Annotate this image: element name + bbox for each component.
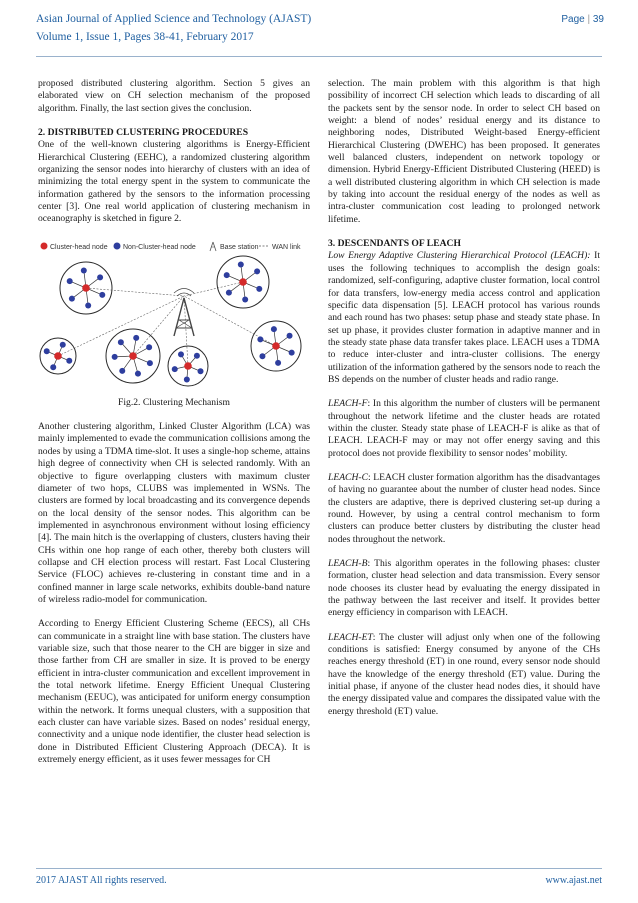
member-node [118,339,124,345]
member-node [99,292,105,298]
cluster-head-node [184,362,192,370]
paragraph: selection. The main problem with this algorithm is that high possibility of incorrect CH selection which leads to discarding of all the packets sent by the sensor node. In order to select CH based on weight: a blend of nodes’ residual energy and its distance to neighboring nodes, Distributed Weight-based Energy-efficient Hierarchical Clustering (DWEHC) has been proposed. It generates well balanced clusters, independent on network topology or dimension. Hybrid Energy-Efficient Distributed Clustering (HEED) is a well distributed clustering algorithm in which CH selection is made by taking into account the residual energy of the nodes as well as intra-cluster communication cost leading to prolonged network lifetime. [328,78,600,225]
member-node [254,268,260,274]
legend-wan-link-label: WAN link [272,243,301,251]
page-number-box [561,14,604,25]
legend-base-station-label: Base station [220,243,259,251]
member-node [81,267,87,273]
cluster-group [40,256,301,386]
cluster-head-node [82,284,90,292]
leach-text: It uses the following techniques to accomplish the design goals: randomized, self-configuring, adaptive cluster formation, local control for data transfers, low-energy media access control and application specific data dispensation [5]. LEACH protocol has various rounds and each round has two phases: setup phase and steady state phase. In set up phase, it provides cluster formation in adaptive manner and in the steady state phase data transfer takes place. LEACH uses a TDMA to reduce inter-cluster and intra-cluster collisions. The energy utilization of the information gathered by the sensors node to reach the BS depends on the number of cluster heads and radio range. [328,250,600,385]
member-node [97,274,103,280]
footer-rule [36,868,602,869]
leach-f-text: : In this algorithm the number of clusters will be permanent throughout the network lifetime and the cluster heads are rotated within the cluster. Steady state phase of LEACH-F is alike as that of LEACH. LEACH-F may or may not offer energy saving and this protocol does not provide flexibility to sensor nodes’ mobility. [328,398,600,459]
legend-cluster-head-icon [41,242,48,249]
member-node [238,261,244,267]
member-node [275,360,281,366]
base-station-tower [174,288,194,336]
page-header [36,10,602,46]
leach-et-paragraph [328,632,600,718]
member-node [44,348,50,354]
header-rule [36,56,602,57]
journal-title: Asian Journal of Applied Science and Technology (AJAST) [36,13,312,25]
page-footer [36,875,602,886]
member-node [289,349,295,355]
paragraph: According to Energy Efficient Clustering Scheme (EECS), all CHs can communicate in a straight line with base station. The clusters have variable size, such that those nearer to the CH are bigger in size and those farther from CH are smaller in size. It is proved to be energy efficient in intra-cluster communication and excellent improvement in the total network lifetime. Energy Efficient Unequal Clustering mechanism (EEUC), was anticipated for uniform energy consumption within the network. It forms unequal clusters, with a supposition that each cluster can have variable sizes. Based on nodes’ residual energy, connectivity and a unique node identifier, the cluster head selection is done in Distributed Efficient Clustering Approach (DECA). It is extremely energy efficient, as it uses fewer messages for CH [38,618,310,766]
leach-f-paragraph [328,398,600,460]
member-node [287,333,293,339]
member-node [66,358,72,364]
leach-et-term: LEACH-ET [328,631,373,643]
leach-b-paragraph [328,558,600,620]
paragraph: One of the well-known clustering algorithms is Energy-Efficient Hierarchical Clustering (EEHC), a randomized clustering algorithm organizing the sensor nodes into hierarchy of clusters with an idea of minimizing the total energy spent in the system to communicate the information gathered by the sensors to the information processing center [3]. One real world application of clustering mechanism in oceanography is sketched in figure 2. [38,139,310,225]
leach-b-text: : This algorithm operates in the following phases: cluster formation, cluster head selection and data transmission. Every sensor node chooses its cluster head by evaluating the energy dissipated in the pathway between the last receiver and itself. It provides better energy efficiency in comparison with LEACH. [328,558,600,619]
legend-member-node-label: Non-Cluster-head node [123,243,196,251]
member-node [50,364,56,370]
right-column [328,78,600,730]
leach-c-text: : LEACH cluster formation algorithm has the disadvantages of having no guarantee about the number of cluster head nodes. Since the clusters are adaptive, there is deprived clustering set-up during a round. However, by using a central control mechanism to form clusters can produce better clusters by distributing the cluster head nodes throughout the network. [328,471,600,545]
member-node [146,344,152,350]
member-node [69,295,75,301]
member-node [184,376,190,382]
member-node [119,368,125,374]
copyright-text: 2017 AJAST All rights reserved. [36,875,167,886]
clustering-diagram [38,238,310,393]
paragraph: proposed distributed clustering algorithm. Section 5 gives an elaborated view on CH selection mechanism of the proposed algorithm. Finally, the last section gives the conclusion. [38,78,310,114]
legend-member-node-icon [114,242,121,249]
leach-f-term: LEACH-F [328,398,368,410]
paragraph: Another clustering algorithm, Linked Cluster Algorithm (LCA) was mainly implemented to evade the communication collisions among the nodes by using a TDMA time-slot. It uses a single-hop scheme, attains high degree of connectivity when CH is selected randomly. With an objective to figure overlapping clusters with maximum cluster diameter of two hops, CLUBS was implemented in WSNs. The clusters are formed by local broadcasting and its convergence depends on the local density of the sensor nodes. This algorithm can be implemented in asynchronous environment without losing efficiency [4]. The main hitch is the overlapping of clusters, clusters having their CHs within one hop range of each other, thereby both clusters will collapse and CH election process will restart. Fast Local Clustering Service (FLOC) achieves re-clustering in constant time and in a confined manner in large scale networks, exhibits double-band nature of wireless radio-model for communication. [38,421,310,605]
member-node [259,353,265,359]
member-node [135,370,141,376]
member-node [172,366,178,372]
member-node [224,272,230,278]
section-heading: 3. DESCENDANTS OF LEACH [328,238,461,250]
member-node [256,286,262,292]
member-node [242,296,248,302]
member-node [133,335,139,341]
left-column [38,78,310,778]
legend-base-station-icon [210,242,216,251]
member-node [112,354,118,360]
leach-term: Low Energy Adaptive Clustering Hierarchical Protocol (LEACH): [328,250,591,262]
page-label: Page [561,14,585,25]
leach-c-term: LEACH-C [328,471,368,483]
leach-b-term: LEACH-B [328,558,368,570]
leach-et-text: : The cluster will adjust only when one of the following conditions is satisfied: Energy consumed by anyone of the CHs reaches energy threshold (ET) in one round, every sensor node should have the knowledge of the energy threshold (ET) value. During the initial phase, if anyone of the cluster head nodes dies, it should have the energy dissipated value and compares the dissipated value with the energy threshold (ET) value. [328,631,600,717]
member-node [257,336,263,342]
member-node [194,353,200,359]
figure-caption: Fig.2. Clustering Mechanism [118,396,230,408]
member-node [60,342,66,348]
member-node [178,351,184,357]
cluster-head-node [54,352,62,360]
member-node [147,360,153,366]
member-node [85,302,91,308]
leach-paragraph [328,250,600,386]
leach-c-paragraph [328,472,600,546]
cluster-head-node [272,342,280,350]
legend-cluster-head-label: Cluster-head node [50,243,108,251]
figure-legend [41,242,302,251]
member-node [67,278,73,284]
member-node [271,326,277,332]
cluster-head-node [129,352,137,360]
wan-link [58,296,184,356]
cluster-head-node [239,278,247,286]
clustering-figure [38,238,310,393]
section-heading: 2. DISTRIBUTED CLUSTERING PROCEDURES [38,127,249,139]
website-link[interactable]: www.ajast.net [545,875,602,886]
member-node [226,289,232,295]
member-node [198,368,204,374]
page-number: 39 [592,14,604,25]
page-separator: | [587,14,591,25]
issue-line: Volume 1, Issue 1, Pages 38-41, February 2017 [36,31,254,43]
